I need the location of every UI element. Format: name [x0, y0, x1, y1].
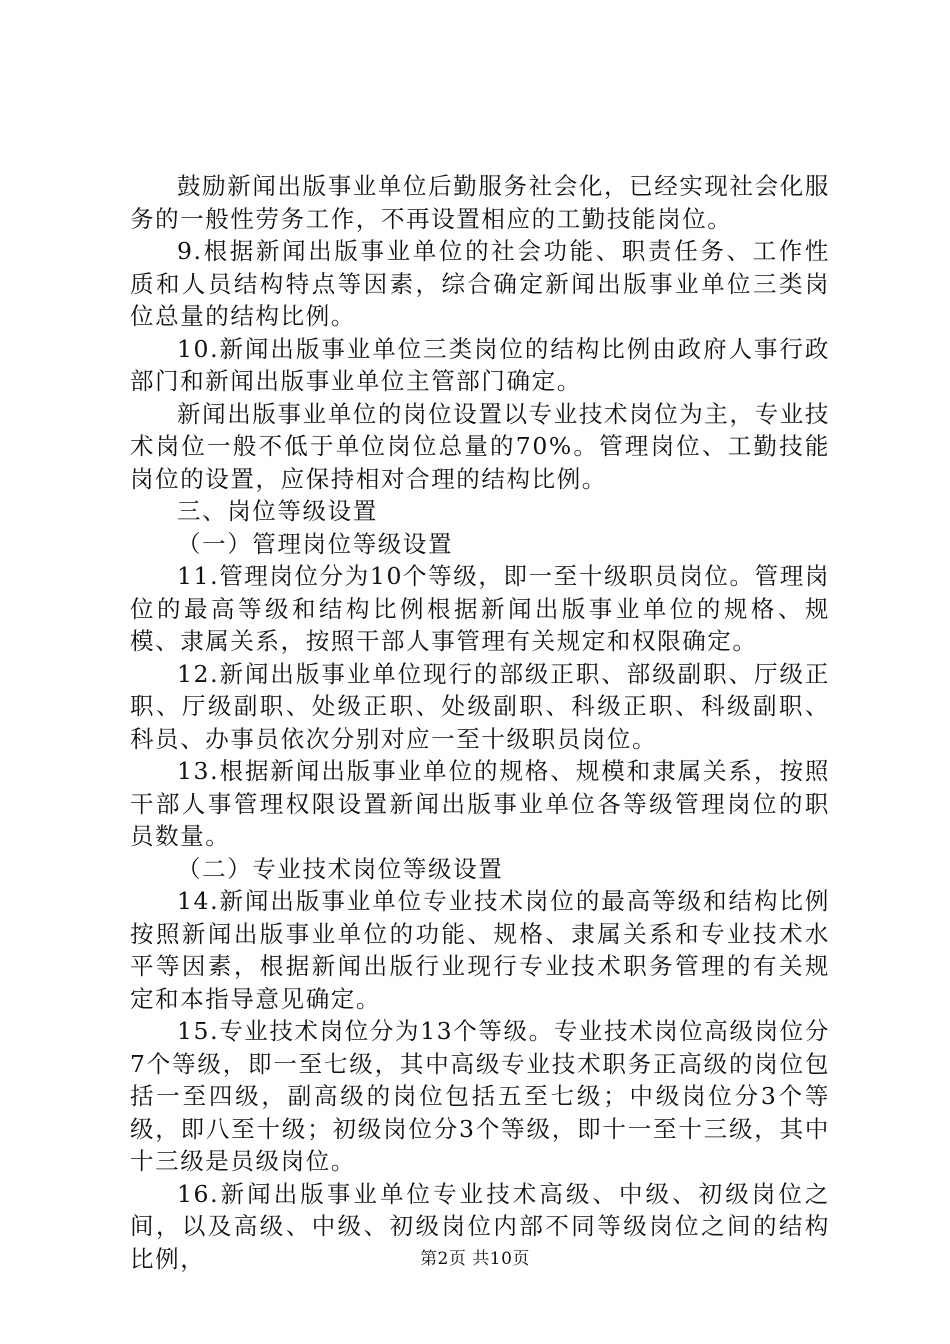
paragraph-16: 16.新闻出版事业单位专业技术高级、中级、初级岗位之间，以及高级、中级、初级岗位内部不同等级岗位之间的结构比例，	[130, 1179, 830, 1273]
paragraph-2: 9.根据新闻出版事业单位的社会功能、职责任务、工作性质和人员结构特点等因素，综合确定新闻出版事业单位三类岗位总量的结构比例。	[130, 237, 830, 330]
section-heading-3: 三、岗位等级设置	[177, 497, 378, 525]
paragraph-15: 15.专业技术岗位分为13个等级。专业技术岗位高级岗位分7个等级，即一至七级，其中高级专业技术职务正高级的岗位包括一至四级，副高级的岗位包括五至七级；中级岗位分3个等级，即八至十级；初级岗位分3个等级，即十一至十三级，其中十三级是员级岗位。	[130, 1017, 830, 1175]
paragraph-4: 新闻出版事业单位的岗位设置以专业技术岗位为主，专业技术岗位一般不低于单位岗位总量的70%。管理岗位、工勤技能岗位的设置，应保持相对合理的结构比例。	[130, 399, 830, 493]
paragraph-11: 11.管理岗位分为10个等级，即一至十级职员岗位。管理岗位的最高等级和结构比例根据新闻出版事业单位的规格、规模、隶属关系，按照干部人事管理有关规定和权限确定。	[130, 562, 830, 655]
subsection-heading-2: （二）专业技术岗位等级设置	[177, 854, 504, 883]
paragraph-12: 12.新闻出版事业单位现行的部级正职、部级副职、厅级正职、厅级副职、处级正职、处级副职、科级正职、科级副职、科员、办事员依次分别对应一至十级职员岗位。	[130, 659, 830, 753]
paragraph-1: 鼓励新闻出版事业单位后勤服务社会化，已经实现社会化服务的一般性劳务工作，不再设置相应的工勤技能岗位。	[130, 172, 830, 233]
page-number-footer: 第2页 共10页	[420, 1249, 530, 1269]
paragraph-3: 10.新闻出版事业单位三类岗位的结构比例由政府人事行政部门和新闻出版事业单位主管部门确定。	[130, 334, 830, 395]
document-body	[130, 170, 830, 1275]
subsection-heading-1: （一）管理岗位等级设置	[177, 529, 454, 558]
paragraph-13: 13.根据新闻出版事业单位的规格、规模和隶属关系，按照干部人事管理权限设置新闻出版事业单位各等级管理岗位的职员数量。	[130, 757, 830, 850]
paragraph-14: 14.新闻出版事业单位专业技术岗位的最高等级和结构比例按照新闻出版事业单位的功能、规格、隶属关系和专业技术水平等因素，根据新闻出版行业现行专业技术职务管理的有关规定和本指导意见确定。	[130, 887, 830, 1013]
